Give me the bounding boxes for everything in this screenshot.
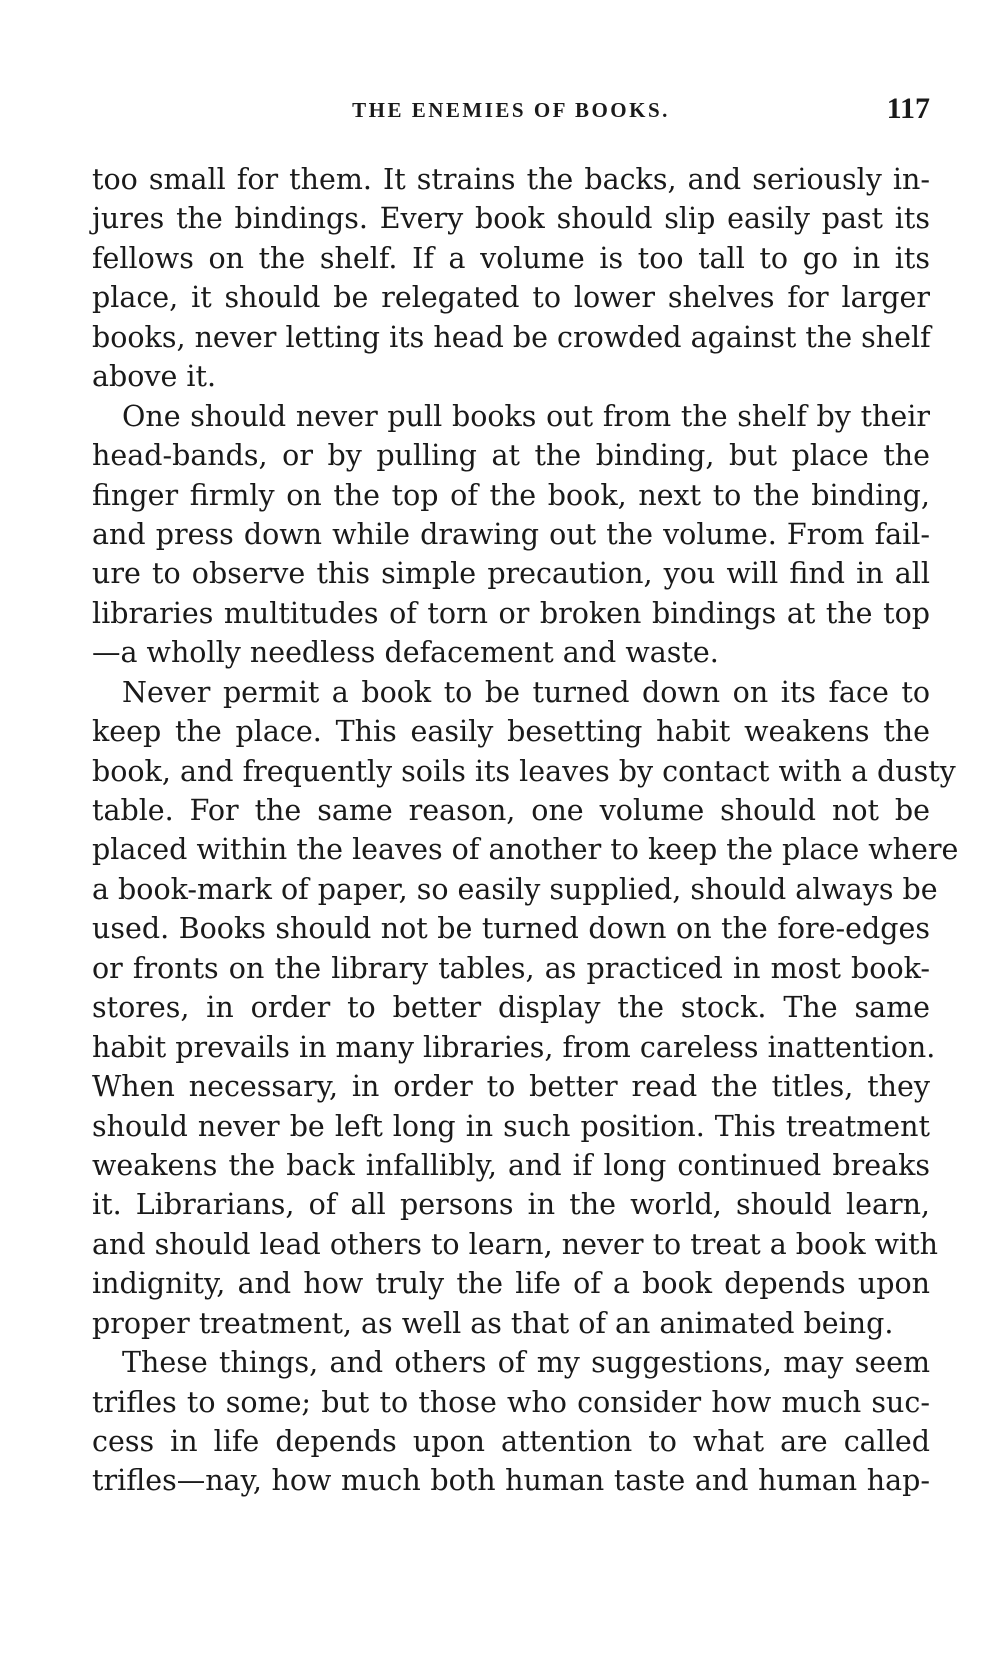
text-line: or fronts on the library tables, as practiced in most book- bbox=[92, 951, 930, 985]
text-line: These things, and others of my suggestions, may seem bbox=[122, 1346, 930, 1380]
text-line: trifles—nay, how much both human taste and human hap- bbox=[92, 1464, 930, 1498]
paragraph bbox=[92, 160, 930, 397]
text-line: habit prevails in many libraries, from careless inattention. bbox=[92, 1030, 936, 1064]
text-line: proper treatment, as well as that of an animated being. bbox=[92, 1306, 894, 1340]
text-line: libraries multitudes of torn or broken bindings at the top bbox=[92, 596, 930, 630]
body-text bbox=[92, 160, 959, 1501]
text-line: book, and frequently soils its leaves by contact with a dusty bbox=[92, 754, 956, 788]
text-line: trifles to some; but to those who consider how much suc- bbox=[92, 1385, 930, 1419]
text-line: indignity, and how truly the life of a book depends upon bbox=[92, 1267, 930, 1301]
text-line: and press down while drawing out the volume. From fail- bbox=[92, 517, 930, 551]
text-line: stores, in order to better display the stock. The same bbox=[92, 991, 930, 1025]
text-line: should never be left long in such position. This treatment bbox=[92, 1109, 930, 1143]
text-line: head-bands, or by pulling at the binding, but place the bbox=[92, 439, 930, 473]
page-number: 117 bbox=[886, 92, 930, 125]
paragraph bbox=[92, 397, 930, 673]
text-line: When necessary, in order to better read the titles, they bbox=[92, 1070, 930, 1104]
text-line: place, it should be relegated to lower shelves for larger bbox=[92, 281, 930, 315]
text-line: Never permit a book to be turned down on its face to bbox=[122, 675, 930, 709]
running-head bbox=[92, 92, 930, 132]
text-line: keep the place. This easily besetting habit weakens the bbox=[92, 715, 930, 749]
text-line: One should never pull books out from the shelf by their bbox=[122, 399, 930, 433]
text-line: —a wholly needless defacement and waste. bbox=[92, 636, 719, 670]
text-line: and should lead others to learn, never to treat a book with bbox=[92, 1227, 938, 1261]
text-line: finger firmly on the top of the book, next to the binding, bbox=[92, 478, 930, 512]
text-line: too small for them. It strains the backs, and seriously in- bbox=[92, 163, 930, 196]
text-line: placed within the leaves of another to keep the place where bbox=[92, 833, 959, 867]
paragraph bbox=[92, 1343, 930, 1501]
text-line: jures the bindings. Every book should slip easily past its bbox=[92, 202, 930, 236]
text-line: table. For the same reason, one volume should not be bbox=[92, 794, 930, 827]
text-line: weakens the back infallibly, and if long continued breaks bbox=[92, 1148, 930, 1182]
text-line: above it. bbox=[92, 360, 217, 394]
text-line: a book-mark of paper, so easily supplied, should always be bbox=[92, 872, 938, 906]
text-line: it. Librarians, of all persons in the world, should learn, bbox=[92, 1188, 930, 1222]
text-line: books, never letting its head be crowded against the shelf bbox=[92, 320, 931, 354]
paragraph bbox=[92, 673, 959, 1343]
text-line: cess in life depends upon attention to what are called bbox=[92, 1425, 930, 1458]
text-line: used. Books should not be turned down on the fore-edges bbox=[92, 912, 930, 946]
text-line: fellows on the shelf. If a volume is too tall to go in its bbox=[92, 241, 930, 275]
running-title: THE ENEMIES OF BOOKS. bbox=[352, 98, 670, 122]
text-line: ure to observe this simple precaution, you will find in all bbox=[92, 557, 930, 591]
